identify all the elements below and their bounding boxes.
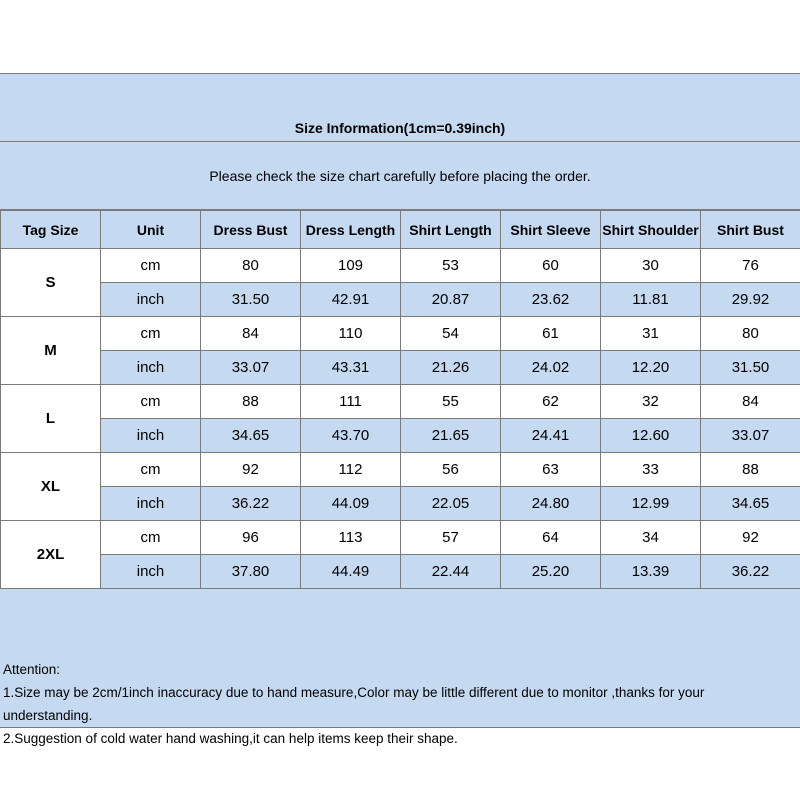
unit-cell: cm <box>101 249 201 283</box>
measurement-cell: 60 <box>501 249 601 283</box>
measurement-cell: 53 <box>401 249 501 283</box>
attention-line-2: 2.Suggestion of cold water hand washing,it can help items keep their shape. <box>3 731 458 746</box>
measurement-cell: 61 <box>501 317 601 351</box>
table-header-row <box>1 211 800 249</box>
size-tag-cell: M <box>1 317 101 385</box>
measurement-cell: 33.07 <box>701 419 800 453</box>
measurement-cell: 21.65 <box>401 419 501 453</box>
size-chart <box>0 73 800 746</box>
table-row <box>1 419 800 453</box>
unit-cell: inch <box>101 555 201 589</box>
header-shirt-sleeve: Shirt Sleeve <box>501 211 601 249</box>
measurement-cell: 44.09 <box>301 487 401 521</box>
measurement-cell: 33 <box>601 453 701 487</box>
measurement-cell: 88 <box>201 385 301 419</box>
chart-title: Size Information(1cm=0.39inch) <box>0 74 800 142</box>
unit-cell: cm <box>101 317 201 351</box>
measurement-cell: 21.26 <box>401 351 501 385</box>
header-dress-length: Dress Length <box>301 211 401 249</box>
chart-note: Please check the size chart carefully before placing the order. <box>0 142 800 210</box>
measurement-cell: 23.62 <box>501 283 601 317</box>
table-row <box>1 283 800 317</box>
table-row <box>1 317 800 351</box>
table-row <box>1 487 800 521</box>
header-shirt-bust: Shirt Bust <box>701 211 800 249</box>
table-row <box>1 351 800 385</box>
measurement-cell: 31 <box>601 317 701 351</box>
header-tag-size: Tag Size <box>1 211 101 249</box>
measurement-cell: 112 <box>301 453 401 487</box>
measurement-cell: 43.31 <box>301 351 401 385</box>
measurement-cell: 12.20 <box>601 351 701 385</box>
measurement-cell: 22.05 <box>401 487 501 521</box>
measurement-cell: 64 <box>501 521 601 555</box>
measurement-cell: 12.99 <box>601 487 701 521</box>
header-dress-bust: Dress Bust <box>201 211 301 249</box>
measurement-cell: 92 <box>701 521 800 555</box>
measurement-cell: 24.80 <box>501 487 601 521</box>
measurement-cell: 24.02 <box>501 351 601 385</box>
size-tag-cell: 2XL <box>1 521 101 589</box>
measurement-cell: 57 <box>401 521 501 555</box>
measurement-cell: 31.50 <box>201 283 301 317</box>
unit-cell: inch <box>101 419 201 453</box>
measurement-cell: 34.65 <box>701 487 800 521</box>
measurement-cell: 31.50 <box>701 351 800 385</box>
measurement-cell: 34 <box>601 521 701 555</box>
measurement-cell: 109 <box>301 249 401 283</box>
unit-cell: cm <box>101 385 201 419</box>
measurement-cell: 11.81 <box>601 283 701 317</box>
size-table-body <box>1 249 800 589</box>
measurement-cell: 56 <box>401 453 501 487</box>
measurement-cell: 34.65 <box>201 419 301 453</box>
measurement-cell: 111 <box>301 385 401 419</box>
size-tag-cell: S <box>1 249 101 317</box>
measurement-cell: 30 <box>601 249 701 283</box>
measurement-cell: 32 <box>601 385 701 419</box>
measurement-cell: 62 <box>501 385 601 419</box>
unit-cell: inch <box>101 351 201 385</box>
measurement-cell: 96 <box>201 521 301 555</box>
measurement-cell: 44.49 <box>301 555 401 589</box>
measurement-cell: 20.87 <box>401 283 501 317</box>
measurement-cell: 110 <box>301 317 401 351</box>
unit-cell: inch <box>101 487 201 521</box>
measurement-cell: 43.70 <box>301 419 401 453</box>
measurement-cell: 55 <box>401 385 501 419</box>
measurement-cell: 80 <box>701 317 800 351</box>
measurement-cell: 12.60 <box>601 419 701 453</box>
attention-notes <box>3 658 797 750</box>
attention-heading: Attention: <box>3 662 61 677</box>
measurement-cell: 22.44 <box>401 555 501 589</box>
measurement-cell: 84 <box>201 317 301 351</box>
measurement-cell: 76 <box>701 249 800 283</box>
measurement-cell: 113 <box>301 521 401 555</box>
header-shirt-length: Shirt Length <box>401 211 501 249</box>
measurement-cell: 54 <box>401 317 501 351</box>
header-unit: Unit <box>101 211 201 249</box>
size-tag-cell: L <box>1 385 101 453</box>
measurement-cell: 88 <box>701 453 800 487</box>
measurement-cell: 84 <box>701 385 800 419</box>
size-table <box>0 210 800 589</box>
measurement-cell: 13.39 <box>601 555 701 589</box>
measurement-cell: 36.22 <box>201 487 301 521</box>
header-shirt-shoulder: Shirt Shoulder <box>601 211 701 249</box>
measurement-cell: 80 <box>201 249 301 283</box>
measurement-cell: 37.80 <box>201 555 301 589</box>
measurement-cell: 36.22 <box>701 555 800 589</box>
table-row <box>1 521 800 555</box>
table-row <box>1 249 800 283</box>
unit-cell: inch <box>101 283 201 317</box>
measurement-cell: 33.07 <box>201 351 301 385</box>
measurement-cell: 29.92 <box>701 283 800 317</box>
table-row <box>1 385 800 419</box>
table-row <box>1 555 800 589</box>
size-tag-cell: XL <box>1 453 101 521</box>
measurement-cell: 92 <box>201 453 301 487</box>
unit-cell: cm <box>101 453 201 487</box>
attention-line-1: 1.Size may be 2cm/1inch inaccuracy due to hand measure,Color may be little different due to monitor ,thanks for your understanding. <box>3 685 705 723</box>
table-row <box>1 453 800 487</box>
unit-cell: cm <box>101 521 201 555</box>
measurement-cell: 25.20 <box>501 555 601 589</box>
measurement-cell: 63 <box>501 453 601 487</box>
measurement-cell: 24.41 <box>501 419 601 453</box>
measurement-cell: 42.91 <box>301 283 401 317</box>
